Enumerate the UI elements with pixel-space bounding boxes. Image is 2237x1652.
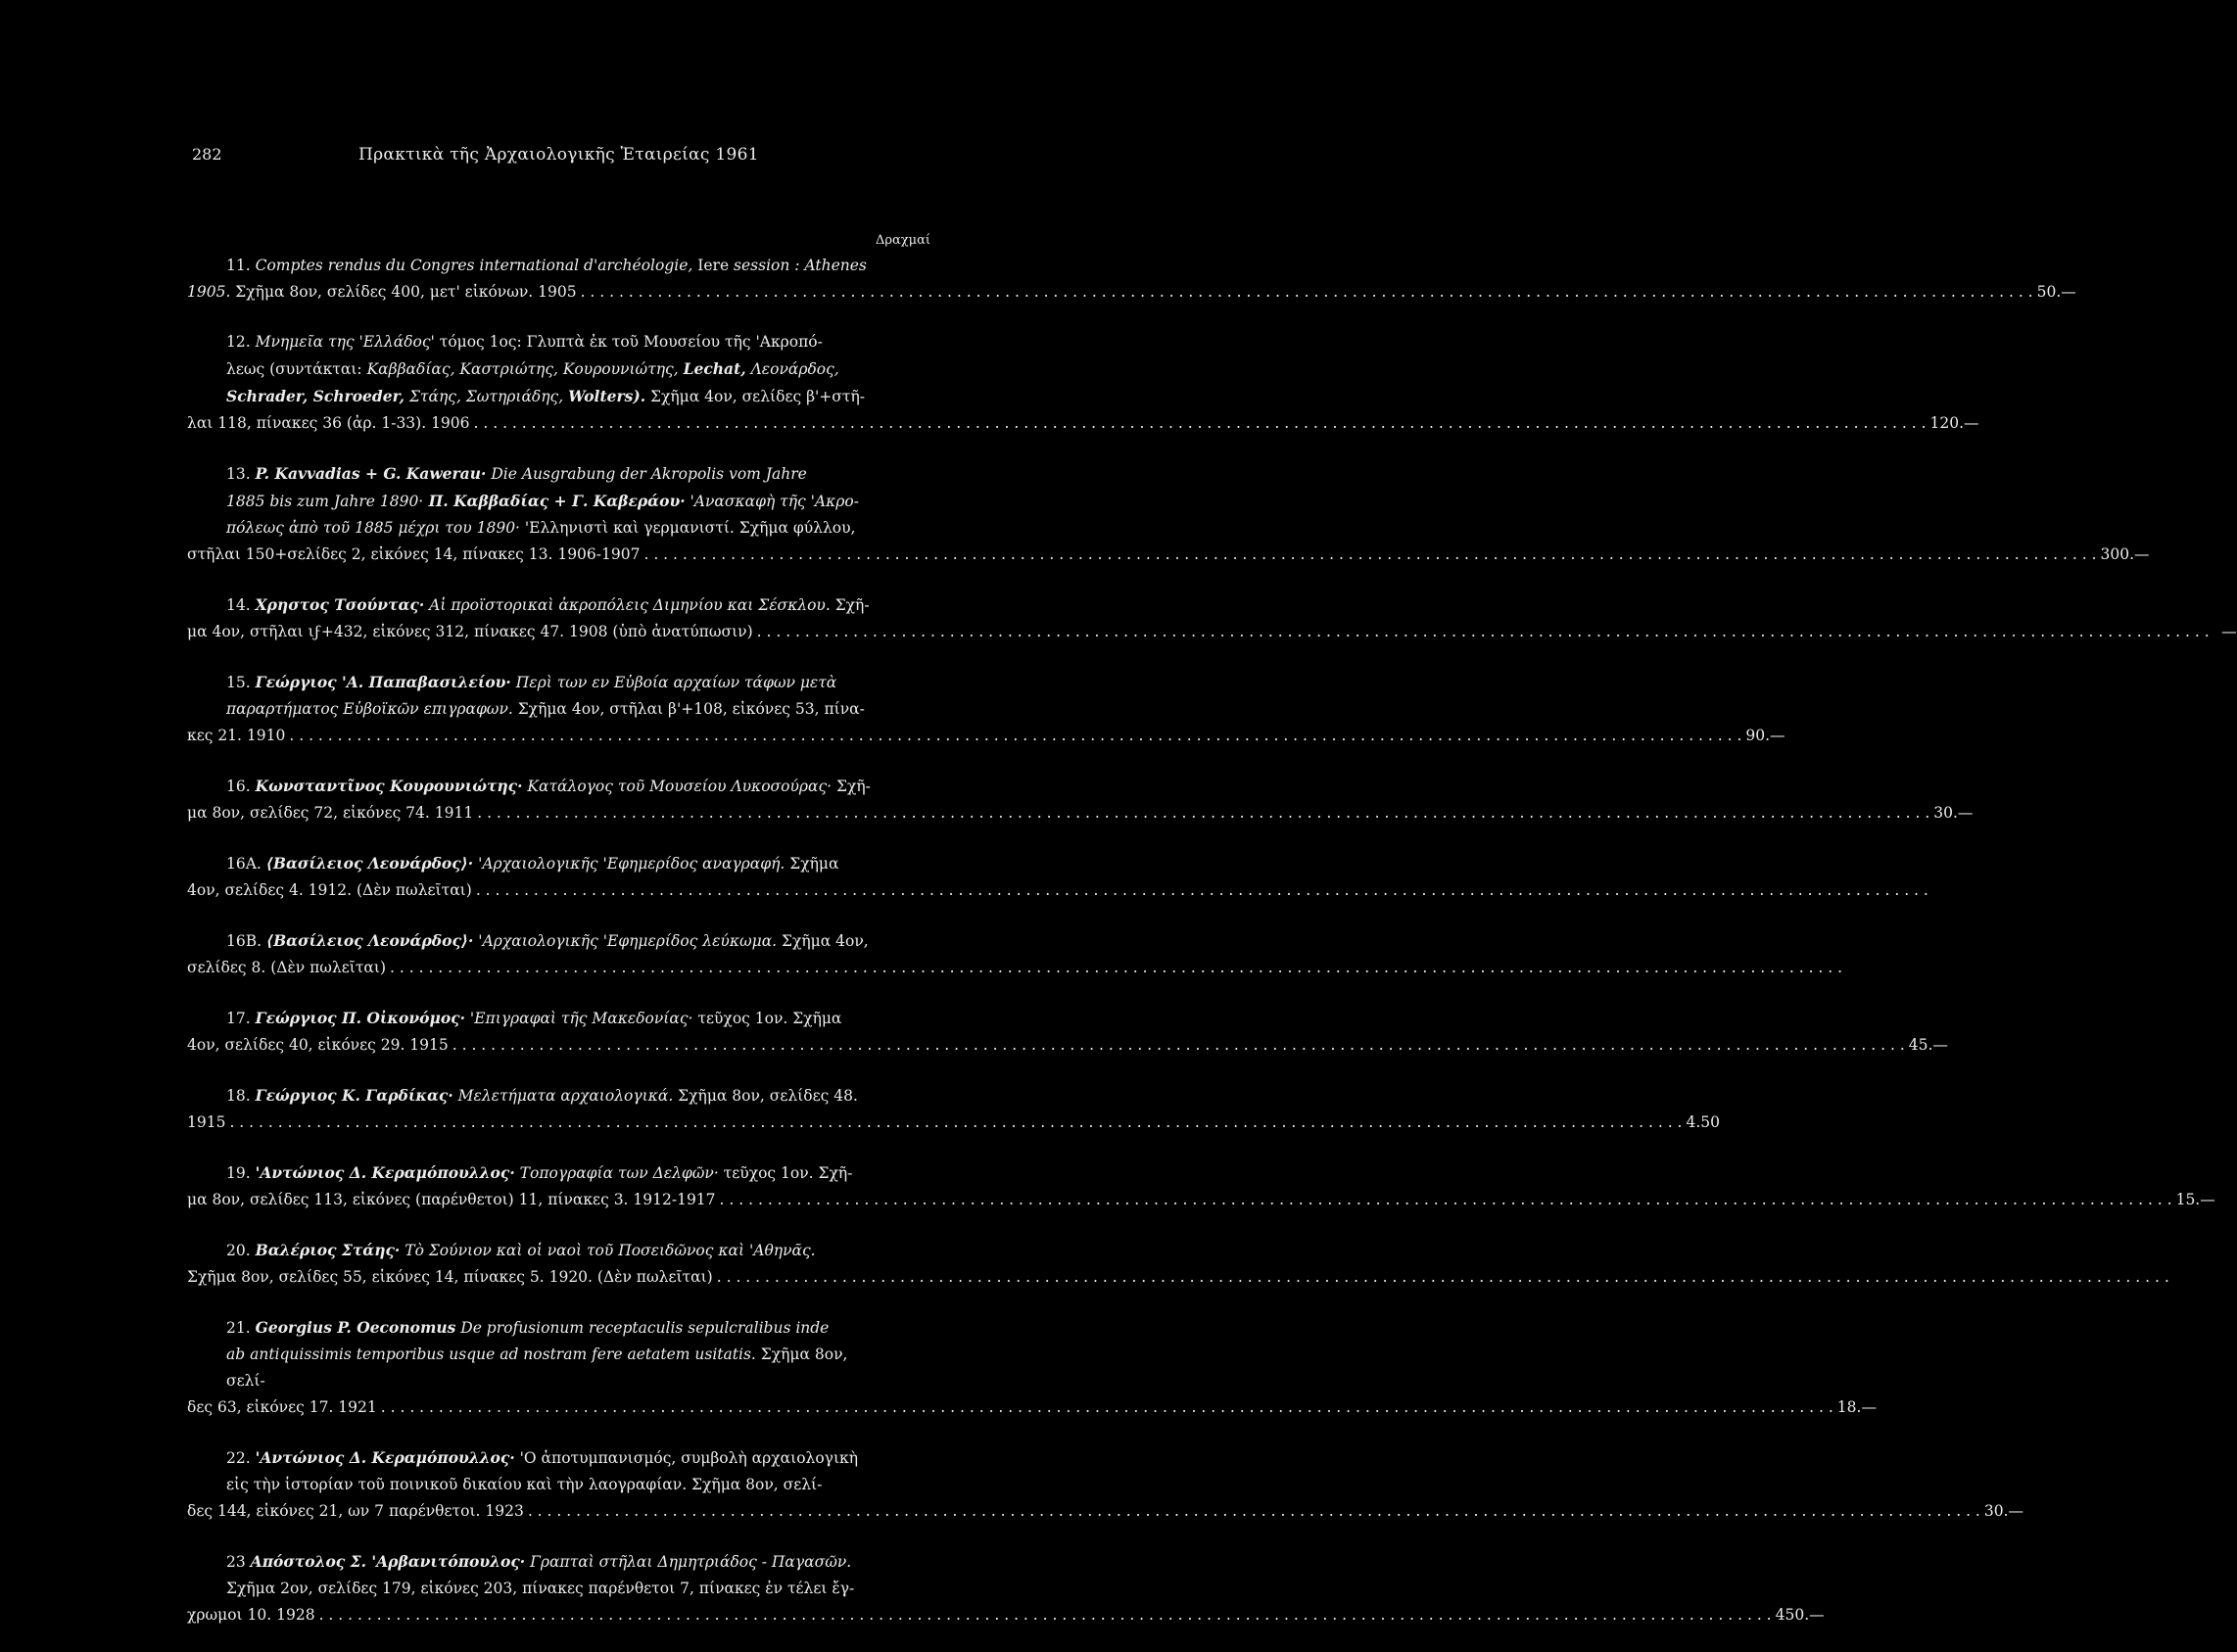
page-header: [192, 145, 819, 168]
entry-line: [226, 1237, 875, 1264]
entry-text: δες 63, εἰκόνες 17. 1921: [187, 1398, 377, 1416]
entry-text: Σχῆμα 8ον, σελίδες 400, μετ' εἰκόνων. 1905: [230, 283, 577, 301]
price: 90.—: [1745, 727, 1785, 744]
entry-text: Βαλέριος Στάης·: [255, 1241, 401, 1259]
entry-text: 1905.: [187, 283, 231, 301]
entry-text: Schrader, Schroeder,: [226, 387, 405, 405]
entry-text: Σχῆμα 8ον, σελίδες 55, εἰκόνες 14, πίνακες 5. 1920. (Δὲν πωλεῖται): [187, 1268, 713, 1286]
dot-leader: [289, 723, 1741, 749]
entry-line: [226, 1342, 875, 1394]
entry-text: ⟨Βασίλειος Λεονάρδος⟩·: [265, 854, 474, 873]
entry-text: De profusionum receptaculis sepulcralibus inde: [455, 1319, 830, 1337]
entry-text: 19.: [226, 1164, 251, 1182]
catalogue-entry-15: [187, 669, 1785, 749]
entry-text: [187, 279, 577, 306]
entry-line: [187, 1032, 1948, 1059]
dot-leader: [390, 955, 1842, 981]
entry-text: 15.: [226, 674, 251, 691]
entry-text: μα 4ον, στῆλαι ιϝ+432, εἰκόνες 312, πίνακες 47. 1908 (ὑπὸ ἀνατύπωσιν): [187, 623, 753, 640]
catalogue-entry-19: [187, 1159, 2215, 1213]
entry-line: [187, 1264, 875, 1291]
price: 300.—: [2100, 545, 2150, 563]
entry-text: πόλεως ἀπὸ τοῦ 1885 μέχρι του 1890·: [226, 519, 520, 537]
entry-text: 11.: [226, 257, 251, 274]
entry-line: [187, 410, 1979, 437]
entry-text: Γεώργιος Κ. Γαρδίκας·: [255, 1086, 453, 1105]
catalogue-entry-16b: [187, 927, 875, 981]
entry-text: 4ον, σελίδες 4. 1912. (Δὲν πωλεῖται): [187, 881, 472, 899]
price-column-heading: Δραχμαί: [875, 233, 930, 248]
entry-text: Σχῆμα 4ον, σελίδες β'+στῆ-: [645, 388, 865, 405]
entry-line: [226, 1548, 875, 1576]
price: 120.—: [1929, 414, 1979, 432]
entry-text: Σχῆμα 4ον,: [777, 932, 869, 950]
entry-line: [187, 723, 1785, 749]
entry-text: Γεώργιος Π. Οἰκονόμος·: [255, 1009, 465, 1027]
entry-text: Σχῆμα 8ον, σελί-: [226, 1345, 848, 1390]
entry-line: [226, 669, 875, 696]
dot-leader: [381, 1394, 1833, 1421]
entry-text: κες 21. 1910: [187, 727, 286, 744]
dot-leader: [717, 1264, 2169, 1291]
catalogue-entry-12: [187, 329, 1979, 437]
entry-text: 'Αντώνιος Δ. Κεραμόπουλλος·: [255, 1448, 515, 1467]
entry-line: [187, 1602, 1825, 1628]
entry-text: τεῦχος 1ον. Σχῆμα: [692, 1010, 842, 1027]
entry-line: [187, 542, 2150, 568]
entry-text: εἰς τὴν ἱστορίαν τοῦ ποινικοῦ δικαίου καὶ τὴν λαογραφίαν. Σχῆμα 8ον, σελί-: [226, 1476, 823, 1493]
entry-line: [226, 329, 875, 355]
entry-line: [187, 1109, 1720, 1136]
entry-text: Π. Καββαδίας + Γ. Καβεράου·: [423, 492, 686, 510]
entry-text: 21.: [226, 1319, 251, 1337]
entry-line: [226, 1159, 875, 1187]
catalogue-entry-18: [187, 1082, 1720, 1136]
catalogue-list: [187, 253, 2237, 1652]
entry-text: P. Kavvadias + G. Kawerau·: [255, 464, 487, 483]
entry-text: παραρτήματος Εὐβοϊκῶν επιγραφων.: [226, 700, 513, 718]
catalogue-entry-14: [187, 591, 2237, 645]
entry-text: Λεονάρδος,: [745, 360, 839, 378]
entry-line: [187, 1187, 2215, 1213]
dot-leader: [319, 1602, 1772, 1628]
entry-text: μα 8ον, σελίδες 72, εἰκόνες 74. 1911: [187, 804, 474, 822]
entry-text: 'Αρχαιολογικῆς 'Εφημερίδος λεύκωμα.: [473, 932, 778, 950]
price: 50.—: [2036, 283, 2076, 301]
entry-text: τεῦχος 1ον. Σχῆ-: [718, 1164, 853, 1182]
entry-text: 18.: [226, 1087, 251, 1105]
entry-text: 4ον, σελίδες 40, εἰκόνες 29. 1915: [187, 1036, 449, 1054]
entry-text: Κατάλογος τοῦ Μουσείου Λυκοσούρας·: [522, 778, 833, 795]
catalogue-entry-16a: [187, 850, 875, 904]
price: 30.—: [1933, 804, 1974, 822]
catalogue-entry-16: [187, 773, 1974, 826]
entry-line: [226, 355, 875, 383]
entry-text: 14.: [226, 596, 251, 614]
entry-text: Στάης, Σωτηριάδης,: [405, 388, 569, 405]
page-number: 282: [192, 145, 222, 164]
entry-text: 'Επιγραφαὶ τῆς Μακεδονίας·: [465, 1010, 693, 1027]
price: 18.—: [1836, 1398, 1877, 1416]
entry-text: Αἱ προϊστορικαὶ ἀκροπόλεις Διμηνίου και Σέσκλου.: [424, 596, 831, 614]
entry-text: Απόστολος Σ. 'Αρβανιτόπουλος·: [250, 1552, 526, 1571]
catalogue-entry-17: [187, 1005, 1948, 1059]
entry-text: 23: [226, 1553, 246, 1571]
catalogue-entry-13: [187, 460, 2150, 568]
entry-text: 13.: [226, 465, 251, 483]
entry-line: [226, 1472, 875, 1498]
entry-text: στῆλαι 150+σελίδες 2, εἰκόνες 14, πίνακες 13. 1906-1907: [187, 545, 641, 563]
entry-line: [187, 279, 2076, 306]
entry-text: Die Ausgrabung der Akropolis vom Jahre: [486, 465, 807, 483]
entry-text: ab antiquissimis temporibus usque ad nostram fere aetatem usitatis.: [226, 1345, 756, 1363]
entry-line: [226, 927, 875, 955]
price: 4.50: [1686, 1113, 1720, 1131]
entry-line: [226, 253, 875, 279]
entry-text: 'Αρχαιολογικῆς 'Εφημερίδος αναγραφή.: [473, 855, 785, 873]
entry-text: Γραπταὶ στῆλαι Δημητριάδος - Παγασῶν.: [525, 1553, 852, 1571]
entry-text: 16Β.: [226, 932, 262, 950]
entry-text: 'Ο ἀποτυμπανισμός, συμβολὴ αρχαιολογικὴ: [514, 1449, 858, 1467]
entry-line: [187, 1498, 2024, 1525]
entry-text: Χρηστος Τσούντας·: [255, 595, 425, 614]
entry-text: δες 144, εἰκόνες 21, ων 7 παρένθετοι. 1923: [187, 1502, 524, 1520]
dot-leader: [452, 1032, 1905, 1059]
entry-text: Σχῆμα 8ον, σελίδες 48.: [673, 1087, 858, 1105]
dot-leader: [474, 410, 1927, 437]
entry-text: 16Α.: [226, 855, 262, 873]
dot-leader: [528, 1498, 1980, 1525]
entry-text: τόμος 1ος: Γλυπτὰ ἐκ τοῦ Μουσείου τῆς 'Ακροπό-: [434, 333, 823, 351]
entry-text: Lechat,: [683, 359, 746, 378]
entry-text: 20.: [226, 1242, 251, 1259]
entry-line: [226, 1576, 875, 1602]
entry-text: λεως (συντάκται:: [226, 360, 362, 378]
entry-line: [187, 800, 1974, 826]
entry-text: Σχῆ-: [832, 778, 871, 795]
entry-text: Georgius P. Oeconomus: [255, 1318, 456, 1337]
entry-text: σελίδες 8. (Δὲν πωλεῖται): [187, 959, 387, 976]
entry-text: Iere: [692, 257, 735, 274]
entry-line: [226, 515, 875, 542]
price: 30.—: [1983, 1502, 2024, 1520]
price: —: [2221, 623, 2237, 640]
dot-leader: [643, 542, 2096, 568]
entry-line: [226, 696, 875, 723]
price: 15.—: [2175, 1191, 2215, 1208]
catalogue-entry-11: [187, 253, 2076, 306]
entry-line: [226, 1005, 875, 1032]
entry-line: [226, 850, 875, 877]
entry-line: [226, 1314, 875, 1342]
entry-text: ⟨Βασίλειος Λεονάρδος⟩·: [265, 931, 474, 950]
catalogue-entry-23: [187, 1548, 1825, 1628]
entry-text: μα 8ον, σελίδες 113, εἰκόνες (παρένθετοι) 11, πίνακες 3. 1912-1917: [187, 1191, 716, 1208]
entry-line: [226, 773, 875, 800]
entry-text: 'Αντώνιος Δ. Κεραμόπουλλος·: [255, 1163, 515, 1182]
entry-line: [187, 619, 2237, 645]
entry-text: 1885 bis zum Jahre 1890·: [226, 493, 424, 510]
price: 45.—: [1908, 1036, 1948, 1054]
dot-leader: [476, 877, 1928, 904]
entry-text: Σχῆμα 2ον, σελίδες 179, εἰκόνες 203, πίνακες παρένθετοι 7, πίνακες ἐν τέλει ἔγ-: [226, 1580, 855, 1597]
catalogue-entry-20: [187, 1237, 875, 1291]
entry-line: [226, 488, 875, 515]
entry-text: session : Athenes: [734, 257, 867, 274]
entry-text: χρωμοι 10. 1928: [187, 1606, 315, 1624]
entry-text: Μνημεῖα της 'Ελλάδος': [255, 333, 435, 351]
entry-line: [226, 1444, 875, 1472]
dot-leader: [720, 1187, 2172, 1213]
entry-line: [187, 1394, 1877, 1421]
dot-leader: [581, 279, 2033, 306]
entry-text: 22.: [226, 1449, 251, 1467]
entry-text: Σχῆμα: [785, 855, 839, 873]
entry-text: Καββαδίας, Καστριώτης, Κουρουνιώτης,: [361, 360, 684, 378]
entry-line: [226, 1082, 875, 1109]
entry-text: 12.: [226, 333, 251, 351]
price: 450.—: [1775, 1606, 1825, 1624]
entry-text: λαι 118, πίνακες 36 (ἀρ. 1-33). 1906: [187, 414, 470, 432]
entry-text: Κωνσταντῖνος Κουρουνιώτης·: [255, 777, 523, 795]
running-title: Πρακτικὰ τῆς Ἀρχαιολογικῆς Ἑταιρείας 1961: [358, 145, 759, 165]
entry-text: Γεώργιος 'Α. Παπαβασιλείου·: [255, 673, 511, 691]
entry-text: Wolters).: [568, 387, 646, 405]
entry-text: Περὶ των εν Εὐβοία αρχαίων τάφων μετὰ: [510, 674, 837, 691]
entry-line: [187, 877, 875, 904]
entry-text: 1915: [187, 1113, 226, 1131]
catalogue-entry-21: [187, 1314, 1877, 1421]
entry-text: 16.: [226, 778, 251, 795]
dot-leader: [757, 619, 2210, 645]
entry-line: [226, 383, 875, 410]
entry-line: [226, 591, 875, 619]
entry-text: Σχῆ-: [830, 596, 870, 614]
entry-text: Σχῆμα 4ον, στῆλαι β'+108, εἰκόνες 53, πίνα-: [512, 700, 865, 718]
entry-line: [187, 955, 875, 981]
entry-text: Τὸ Σούνιον καὶ οἱ ναοὶ τοῦ Ποσειδῶνος καὶ 'Αθηνᾶς.: [400, 1242, 816, 1259]
entry-text: Comptes rendus du Congres international d'archéologie,: [255, 257, 693, 274]
entry-text: Μελετήματα αρχαιολογικά.: [452, 1087, 674, 1105]
dot-leader: [477, 800, 1929, 826]
entry-text: 17.: [226, 1010, 251, 1027]
dot-leader: [229, 1109, 1682, 1136]
entry-text: Τοπογραφία των Δελφῶν·: [514, 1164, 719, 1182]
catalogue-entry-22: [187, 1444, 2024, 1525]
entry-line: [226, 460, 875, 488]
entry-text: 'Ανασκαφὴ τῆς 'Ακρο-: [685, 493, 859, 510]
entry-text: 'Ελληνιστὶ καὶ γερμανιστί. Σχῆμα φύλλου,: [519, 519, 856, 537]
